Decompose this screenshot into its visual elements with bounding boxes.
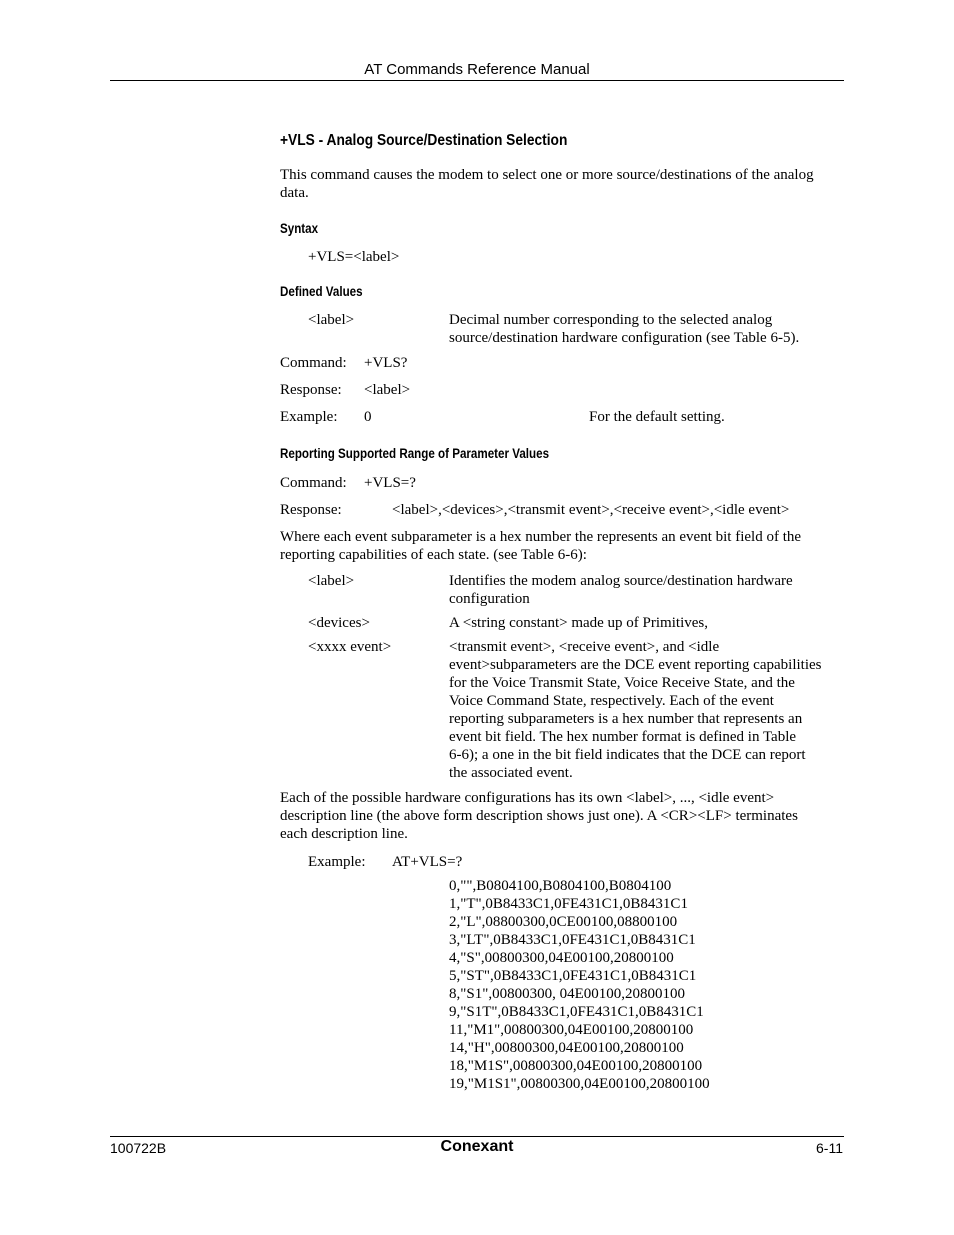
intro-paragraph xyxy=(280,166,814,202)
example-output-line: 11,"M1",00800300,04E00100,20800100 xyxy=(449,1022,694,1038)
range-command-label: Command: xyxy=(280,475,347,491)
param-term-label: <label> xyxy=(308,573,355,589)
footer-rule xyxy=(110,1136,844,1137)
range-response-value: <label>,<devices>,<transmit event>,<receive event>,<idle event> xyxy=(392,502,790,518)
description-line: reporting subparameters is a hex number that represents an xyxy=(449,711,803,727)
section-title: +VLS - Analog Source/Destination Selection xyxy=(280,132,568,149)
param-term-devices: <devices> xyxy=(308,615,370,631)
query-command-value: +VLS? xyxy=(364,355,408,371)
description-line: 6-6); a one in the bit field indicates that the DCE can report xyxy=(449,747,806,763)
description-line: <transmit event>, <receive event>, and <idle xyxy=(449,639,720,655)
example-output-line: 2,"L",08800300,0CE00100,08800100 xyxy=(449,914,678,930)
example-output-line: 0,"",B0804100,B0804100,B0804100 xyxy=(449,878,672,894)
description-line: event>subparameters are the DCE event reporting capabilities xyxy=(449,657,822,673)
doc-number: 100722B xyxy=(110,1140,167,1156)
query-response-value: <label> xyxy=(364,382,411,398)
defined-value-term: <label> xyxy=(308,312,355,328)
range-example-command: AT+VLS=? xyxy=(392,854,463,870)
range-response-label: Response: xyxy=(280,502,342,518)
example-output-line: 5,"ST",0B8433C1,0FE431C1,0B8431C1 xyxy=(449,968,697,984)
range-example-label: Example: xyxy=(308,854,366,870)
query-response-label: Response: xyxy=(280,382,342,398)
query-example-note: For the default setting. xyxy=(589,409,725,425)
example-output-line: 8,"S1",00800300, 04E00100,20800100 xyxy=(449,986,686,1002)
description-line: A <string constant> made up of Primitives, xyxy=(449,615,708,631)
param-term-event: <xxxx event> xyxy=(308,639,392,655)
example-output-line: 9,"S1T",0B8433C1,0FE431C1,0B8431C1 xyxy=(449,1004,704,1020)
param-desc-devices xyxy=(449,614,708,632)
query-example-value: 0 xyxy=(364,409,372,425)
where-paragraph xyxy=(280,528,801,564)
running-header: AT Commands Reference Manual xyxy=(364,61,590,78)
description-line: event bit field. The hex number format is defined in Table xyxy=(449,729,797,745)
syntax-heading: Syntax xyxy=(280,221,319,236)
query-example-label: Example: xyxy=(280,409,338,425)
range-command-value: +VLS=? xyxy=(364,475,416,491)
header-rule xyxy=(110,80,844,81)
example-output-line: 3,"LT",0B8433C1,0FE431C1,0B8431C1 xyxy=(449,932,696,948)
param-desc-event xyxy=(449,638,821,782)
example-output-line: 4,"S",00800300,04E00100,20800100 xyxy=(449,950,674,966)
where-line: Where each event subparameter is a hex number the represents an event bit field of the xyxy=(280,529,802,545)
range-heading: Reporting Supported Range of Parameter Values xyxy=(280,446,550,461)
example-output-line: 19,"M1S1",00800300,04E00100,20800100 xyxy=(449,1076,710,1092)
description-line: configuration xyxy=(449,591,530,607)
example-output-line: 18,"M1S",00800300,04E00100,20800100 xyxy=(449,1058,703,1074)
description-line: the associated event. xyxy=(449,765,573,781)
each-line: each description line. xyxy=(280,826,408,842)
example-output-line: 14,"H",00800300,04E00100,20800100 xyxy=(449,1040,684,1056)
description-line: Voice Command State, respectively. Each of the event xyxy=(449,693,774,709)
each-paragraph xyxy=(280,789,798,843)
description-line: Decimal number corresponding to the selected analog xyxy=(449,312,773,328)
param-desc-label xyxy=(449,572,793,608)
each-line: description line (the above form description shows just one). A <CR><LF> terminates xyxy=(280,808,798,824)
company-name: Conexant xyxy=(440,1138,514,1155)
syntax-text: +VLS=<label> xyxy=(308,249,400,265)
description-line: source/destination hardware configuration (see Table 6-5). xyxy=(449,330,800,346)
description-line: Identifies the modem analog source/destination hardware xyxy=(449,573,793,589)
description-line: for the Voice Transmit State, Voice Receive State, and the xyxy=(449,675,795,691)
example-output-line: 1,"T",0B8433C1,0FE431C1,0B8431C1 xyxy=(449,896,688,912)
defined-values-heading: Defined Values xyxy=(280,284,363,299)
intro-line: data. xyxy=(280,185,309,201)
query-command-label: Command: xyxy=(280,355,347,371)
where-line: reporting capabilities of each state. (see Table 6-6): xyxy=(280,547,587,563)
range-example-output xyxy=(449,877,710,1093)
each-line: Each of the possible hardware configurations has its own <label>, ..., <idle event> xyxy=(280,790,775,806)
defined-value-description xyxy=(449,311,799,347)
page-number: 6-11 xyxy=(816,1140,843,1156)
intro-line: This command causes the modem to select one or more source/destinations of the analog xyxy=(280,167,814,183)
